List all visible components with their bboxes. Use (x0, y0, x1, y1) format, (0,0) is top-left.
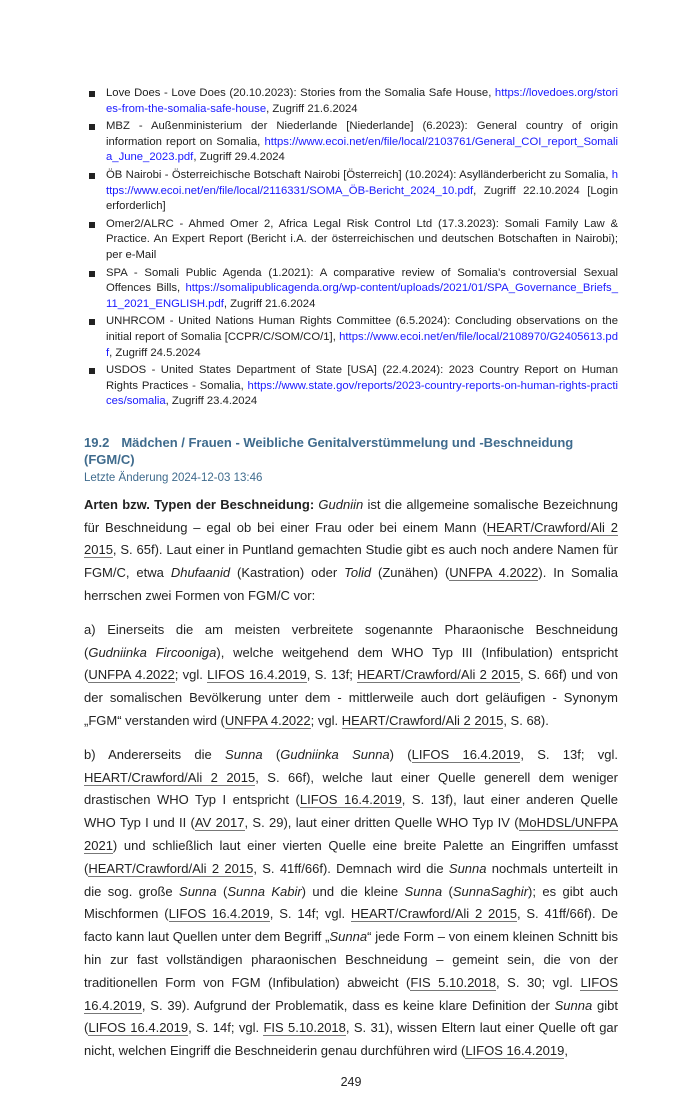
text-run: , S. 66f) und von der somalischen Bevölkerung unter dem - mittlerweile auch dort geläufigen - Synonym „FGM“ verstanden wird ( (84, 667, 618, 729)
text-run: , S. 39). Aufgrund der Problematik, dass es keine klare Definition der (141, 997, 555, 1013)
italic-term: Gudniinka Sunna (280, 746, 390, 762)
source-citation-link[interactable]: MoHDSL/UNFPA 2021 (84, 815, 618, 854)
bullet-icon (89, 319, 95, 325)
text-run: ), welche weitgehend dem WHO Typ III (Infibulation) entspricht ( (84, 644, 618, 683)
text-run: , S. 13f; vgl. (520, 746, 618, 762)
text-run: , S. 68). (503, 713, 549, 729)
source-citation-link[interactable]: HEART/Crawford/Ali 2 2015 (84, 769, 256, 785)
italic-term: Tolid (344, 565, 372, 581)
italic-term: Gudniin (318, 496, 364, 512)
reference-link[interactable]: https://www.ecoi.net/en/file/local/2116331/SOMA_ÖB-Bericht_2024_10.pdf (106, 168, 618, 197)
source-citation-link[interactable]: LIFOS 16.4.2019 (207, 667, 307, 683)
text-run: ; vgl. (174, 667, 208, 683)
text-run: , S. 14f; vgl. (269, 906, 351, 922)
source-citation-link[interactable]: HEART/Crawford/Ali 2 2015 (341, 713, 504, 729)
source-citation-link[interactable]: AV 2017 (194, 815, 245, 831)
bullet-icon (89, 91, 95, 97)
reference-item (88, 168, 618, 215)
reference-item (88, 314, 618, 361)
section-heading (84, 434, 618, 468)
text-run: , S. 65f). Laut einer in Puntland gemachten Studie gibt es auch noch andere Namen für FGM/C, etwa (84, 542, 618, 581)
source-citation-link[interactable]: UNFPA 4.2022 (224, 713, 311, 729)
paragraph (84, 744, 618, 1063)
text-run: , Zugriff 21.6.2024 (266, 102, 358, 115)
italic-term: Sunna (554, 997, 593, 1013)
text-run: (Zunähen) ( (371, 565, 450, 581)
text-run: , Zugriff 23.4.2024 (165, 395, 258, 408)
reference-item (88, 119, 618, 166)
text-run: ÖB Nairobi - Österreichische Botschaft Nairobi [Österreich] (10.2024): Asylländerbericht zu Somalia, (106, 168, 612, 181)
text-run: , Zugriff 22.10.2024 [Login erforderlich] (106, 184, 618, 213)
text-run: ) ( (389, 746, 412, 762)
text-run: USDOS - United States Department of State [USA] (22.4.2024): 2023 Country Report on Human Rights Practices - Somalia, (106, 364, 618, 392)
text-run: ( (442, 883, 453, 899)
bullet-icon (89, 368, 95, 374)
text-run: , S. 13f; (306, 667, 358, 683)
reference-link[interactable]: https://www.ecoi.net/en/file/local/2108970/G2405613.pdf (106, 330, 618, 359)
reference-list (84, 86, 618, 410)
source-citation-link[interactable]: LIFOS 16.4.2019 (84, 974, 619, 1013)
text-run: ). In Somalia herrschen zwei Formen von FGM/C vor: (84, 565, 618, 604)
text-run: , Zugriff 29.4.2024 (193, 151, 285, 164)
text-run: , Zugriff 24.5.2024 (109, 346, 201, 359)
last-changed: Letzte Änderung 2024-12-03 13:46 (84, 471, 263, 484)
text-run: gibt ( (84, 997, 618, 1036)
source-citation-link[interactable]: HEART/Crawford/Ali 2 2015 (88, 860, 254, 876)
text-run: , (564, 1043, 568, 1059)
source-citation-link[interactable]: UNFPA 4.2022 (88, 667, 175, 683)
section-body (84, 494, 618, 1063)
source-citation-link[interactable]: UNFPA 4.2022 (449, 565, 539, 581)
reference-link[interactable]: https://www.state.gov/reports/2023-country-reports-on-human-rights-practices/somalia (106, 379, 618, 408)
text-run: , S. 14f; vgl. (188, 1020, 264, 1036)
reference-item (88, 86, 618, 117)
text-run: , S. 31), wissen Eltern laut einer Quelle oft gar nicht, welchen Eingriff die Beschneiderin genau durchführen wird ( (84, 1020, 618, 1059)
italic-term: Sunna Kabir (227, 883, 302, 899)
source-citation-link[interactable]: LIFOS 16.4.2019 (168, 906, 270, 922)
bullet-icon (89, 124, 95, 130)
text-run: ); es gibt auch Mischformen ( (84, 883, 618, 922)
italic-term: Sunna (225, 746, 263, 762)
text-run: ist die allgemeine somalische Bezeichnung für Beschneidung – egal ob bei einer Frau oder bei einem Mann ( (84, 496, 618, 535)
bullet-icon (89, 222, 95, 228)
text-run: ( (216, 883, 228, 899)
text-run: , S. 29), laut einer dritten Quelle WHO Typ IV ( (244, 815, 519, 831)
italic-term: SunnaSaghir (452, 883, 529, 899)
text-run: , S. 30; vgl. (496, 974, 581, 990)
reference-item (88, 266, 618, 313)
source-citation-link[interactable]: LIFOS 16.4.2019 (88, 1020, 189, 1036)
text-run: Omer2/ALRC - Ahmed Omer 2, Africa Legal Risk Control Ltd (17.3.2023): Somali Family Law & Practice. An Expert Report (Bericht i.A. der österreichischen und deutschen Botschaften in Nairobi); per e-Mail (106, 217, 618, 261)
reference-link[interactable]: https://lovedoes.org/stories-from-the-somalia-safe-house (106, 87, 618, 115)
text-run: , S. 41ff/66f). Demnach wird die (253, 860, 449, 876)
italic-term: Sunna (329, 929, 368, 945)
text-run: , S. 66f), welche laut einer Quelle generell dem weniger drastischen WHO Typ I entspricht ( (84, 769, 618, 808)
text-run: ( (262, 746, 281, 762)
text-run: ) und schließlich laut einer vierten Quelle eine breite Palette an Eingriffen umfasst ( (84, 838, 618, 876)
source-citation-link[interactable]: LIFOS 16.4.2019 (299, 792, 402, 808)
italic-term: Sunna (404, 883, 443, 899)
text-run: UNHRCOM - United Nations Human Rights Committee (6.5.2024): Concluding observations on the initial report of Somalia [CCPR/C/SOM/CO/1], (106, 315, 618, 343)
italic-term: Dhufaanid (170, 565, 231, 581)
bold-lead-text: Arten bzw. Typen der Beschneidung: (84, 496, 319, 512)
italic-term: Sunna (448, 860, 487, 876)
bullet-icon (89, 173, 95, 179)
reference-link[interactable]: https://somalipublicagenda.org/wp-content/uploads/2021/01/SPA_Governance_Briefs_11_2021_ENGLISH.pdf (106, 282, 618, 310)
text-run: b) Andererseits die (84, 746, 226, 762)
text-run: (Kastration) oder (230, 565, 345, 581)
text-run: SPA - Somali Public Agenda (1.2021): A comparative review of Somalia's controversial Sexual Offences Bills, (106, 266, 618, 295)
source-citation-link[interactable]: HEART/Crawford/Ali 2 2015 (350, 906, 517, 922)
source-citation-link[interactable]: HEART/Crawford/Ali 2 2015 (84, 519, 619, 558)
paragraph (84, 494, 618, 608)
source-citation-link[interactable]: FIS 5.10.2018 (410, 974, 497, 990)
text-run: nochmals unterteilt in die sog. große (84, 860, 619, 899)
page-number: 249 (340, 1075, 362, 1089)
text-run: , Zugriff 21.6.2024 (223, 297, 316, 310)
paragraph (84, 619, 618, 733)
source-citation-link[interactable]: HEART/Crawford/Ali 2 2015 (357, 667, 521, 683)
italic-term: Gudniinka Fircooniga (88, 644, 217, 660)
text-run: , S. 41ff/66f). De facto kann laut Quellen unter dem Begriff „ (84, 906, 618, 945)
section-number: 19.2 (84, 434, 110, 450)
reference-link[interactable]: https://www.ecoi.net/en/file/local/2103761/General_COI_report_Somalia_June_2023.pdf (106, 135, 618, 164)
bullet-icon (89, 271, 95, 277)
text-run: MBZ - Außenministerium der Niederlande [Niederlande] (6.2023): General country of origin information report on Somalia, (106, 120, 618, 148)
reference-item (88, 363, 618, 410)
section-title: Mädchen / Frauen - Weibliche Genitalverstümmelung und -Beschneidung (FGM/C) (84, 434, 574, 467)
text-run: ) und die kleine (301, 883, 405, 899)
reference-item (88, 217, 618, 264)
text-run: , S. 13f), laut einer anderen Quelle WHO Typ I und II ( (84, 792, 618, 831)
italic-term: Sunna (179, 883, 217, 899)
text-run: a) Einerseits die am meisten verbreitete sogenannte Pharaonische Beschneidung ( (84, 621, 618, 660)
text-run: “ jede Form – von einem kleinen Schnitt bis hin zur fast vollständigen pharaonischen Beschneidung – gemeint sein, die von der traditionellen Form von FGM (Infibulation) abweicht ( (84, 929, 618, 990)
text-run: Love Does - Love Does (20.10.2023): Stories from the Somalia Safe House, (106, 87, 495, 99)
source-citation-link[interactable]: FIS 5.10.2018 (263, 1020, 346, 1036)
source-citation-link[interactable]: LIFOS 16.4.2019 (465, 1043, 565, 1059)
text-run: ; vgl. (310, 713, 342, 729)
source-citation-link[interactable]: LIFOS 16.4.2019 (411, 746, 521, 762)
